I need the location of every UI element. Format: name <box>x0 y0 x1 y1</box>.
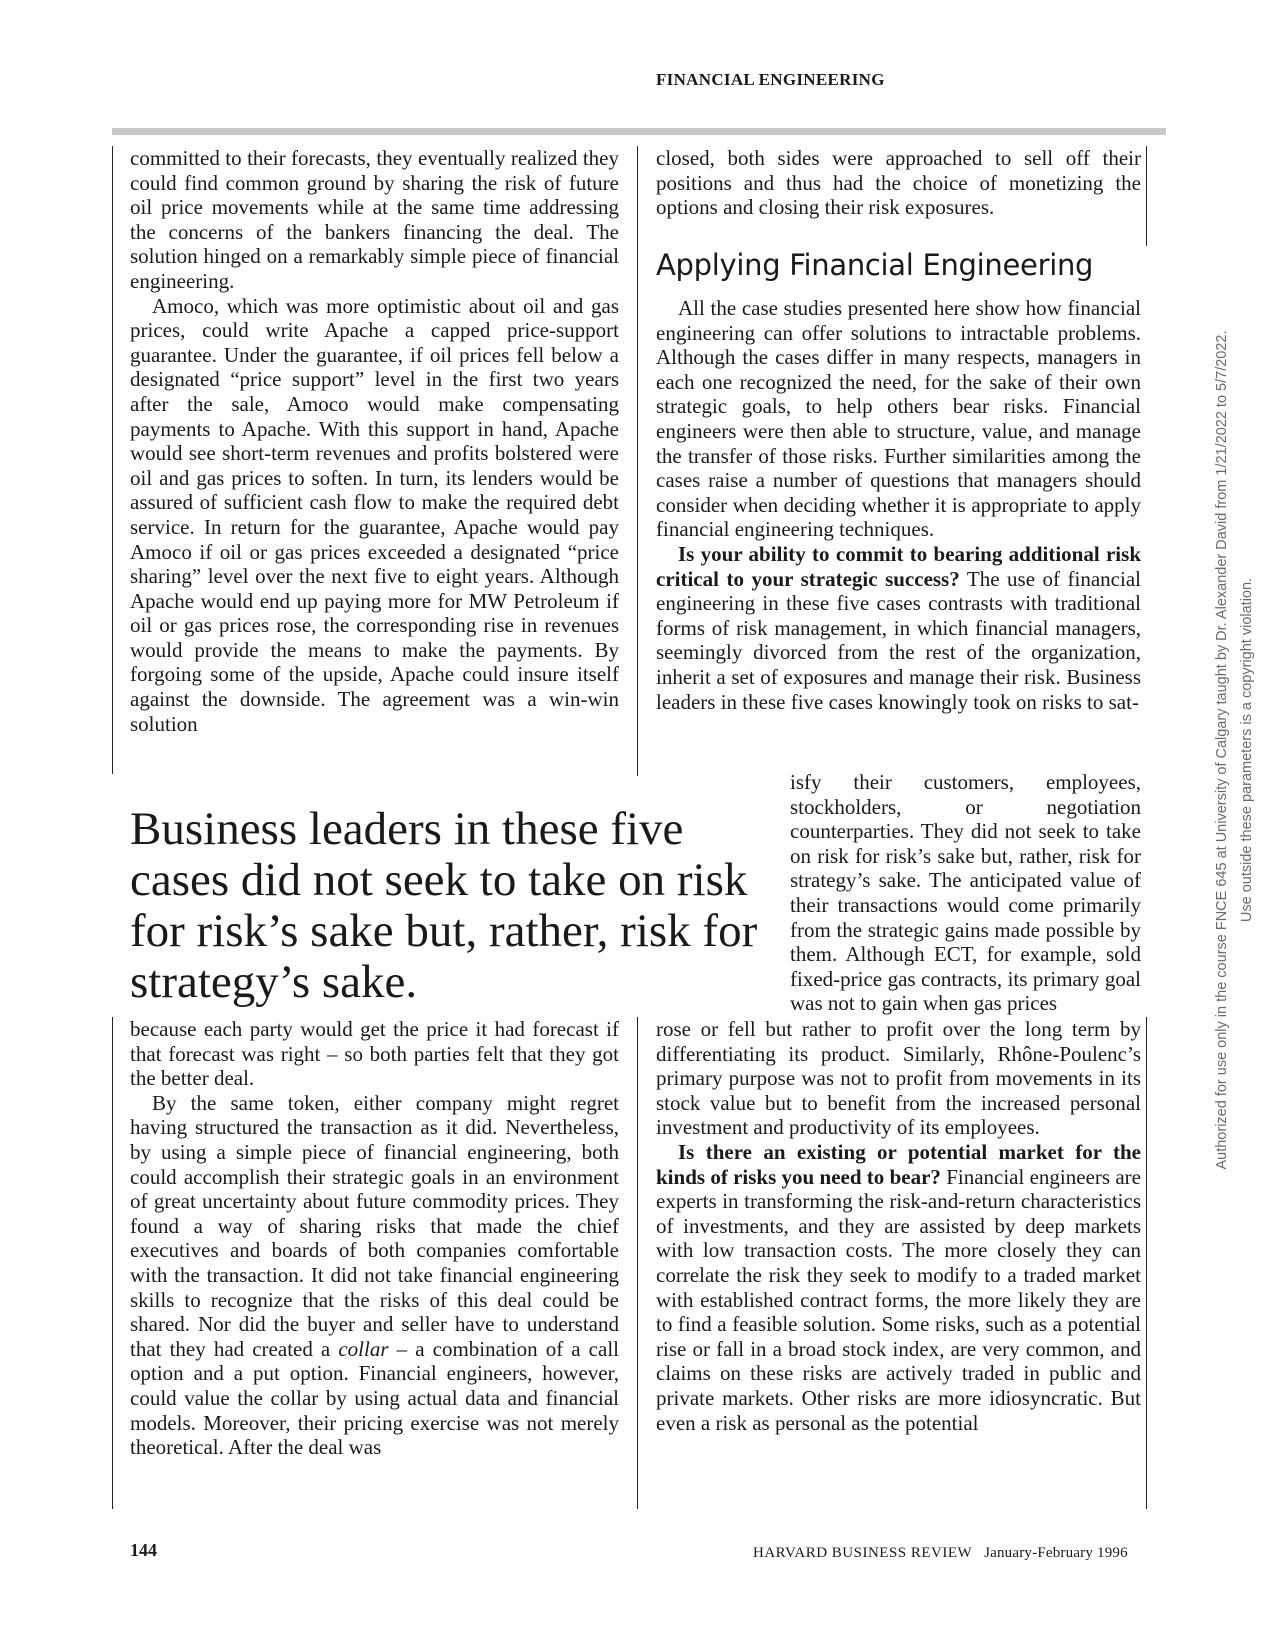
column-divider <box>637 1017 638 1509</box>
left-column-rule <box>112 146 113 774</box>
right-column-middle <box>656 296 1141 714</box>
paragraph: because each party would get the price it had forecast if that forecast was right – so both parties felt that they got the better deal. <box>130 1017 619 1091</box>
footer-citation <box>753 1545 1128 1562</box>
right-column-rule <box>1146 1017 1147 1509</box>
paragraph: closed, both sides were approached to sell off their positions and thus had the choice of monetizing the options and closing their risk exposures. <box>656 146 1141 220</box>
paragraph <box>656 1140 1141 1435</box>
paragraph <box>656 542 1141 714</box>
right-column-rule <box>1146 146 1147 246</box>
question-heading: Is there an existing or potential market for the kinds of risks you need to bear? <box>656 1139 1141 1189</box>
paragraph-text: – a combination of a call option and a put option. Financial engineers, however, could value the collar by using actual data and financial models. Moreover, their pricing exercise was not merely theoretical. After the deal was <box>130 1336 619 1460</box>
left-column-top <box>130 146 619 736</box>
left-column-rule <box>112 1017 113 1509</box>
right-column-wrap <box>790 770 1141 1016</box>
journal-name: HARVARD BUSINESS REVIEW <box>753 1545 973 1561</box>
question-heading: Is your ability to commit to bearing additional risk critical to your strategic success? <box>656 541 1141 591</box>
column-divider <box>637 146 638 776</box>
left-column-bottom <box>130 1017 619 1460</box>
running-head: FINANCIAL ENGINEERING <box>656 70 885 89</box>
paragraph-text: By the same token, either company might regret having structured the transaction as it did. Nevertheless, by using a simple piece of financial engineering, both could accomplish their strategic goals in an environment of great uncertainty about future commodity prices. They found a way of sharing risks that made the chief executives and boards of both companies comfortable with the transaction. It did not take financial engineering skills to recognize that the risks of this deal could be shared. Nor did the buyer and seller have to understand that they had created a <box>130 1090 619 1361</box>
paragraph: isfy their customers, employees, stockholders, or negotiation counterparties. They did not seek to take on risk for risk’s sake but, rather, risk for strategy’s sake. The anticipated value of their transactions would come primarily from the strategic gains made possible by them. Although ECT, for example, sold fixed-price gas contracts, its primary goal was not to gain when gas prices <box>790 770 1141 1016</box>
copyright-line: Use outside these parameters is a copyright violation. <box>1239 577 1255 923</box>
italic-term: collar <box>338 1336 389 1361</box>
paragraph: rose or fell but rather to profit over the long term by differentiating its product. Similarly, Rhône-Poulenc’s primary purpose was not to profit from movements in its stock value but to benefit from the increased personal investment and productivity of its employees. <box>656 1017 1141 1140</box>
page-number: 144 <box>130 1540 157 1560</box>
top-rule <box>112 128 1166 135</box>
paragraph: committed to their forecasts, they eventually realized they could find common ground by sharing the risk of future oil price movements while at the same time addressing the concerns of the bankers financing the deal. The solution hinged on a remarkably simple piece of financial engineering. <box>130 146 619 293</box>
paragraph-text: The use of financial engineering in these five cases contrasts with traditional forms of risk management, in which financial managers, seemingly divorced from the rest of the organization, inherit a set of exposures and manage their risk. Business leaders in these five cases knowingly took on risks to sat- <box>656 566 1141 714</box>
paragraph: Amoco, which was more optimistic about oil and gas prices, could write Apache a capped price-support guarantee. Under the guarantee, if oil prices fell below a designated “price support” level in the first two years after the sale, Amoco would make compensating payments to Apache. With this support in hand, Apache would see short-term revenues and profits bolstered were oil and gas prices to soften. In turn, its lenders would be assured of sufficient cash flow to make the required debt service. In return for the guarantee, Apache would pay Amoco if oil or gas prices exceeded a designated “price sharing” level over the next five to eight years. Although Apache would end up paying more for MW Petroleum if oil or gas prices rose, the corresponding rise in revenues would provide the means to make the payments. By forgoing some of the upside, Apache could insure itself against the downside. The agreement was a win-win solution <box>130 293 619 736</box>
copyright-notice <box>1210 300 1260 1200</box>
paragraph-text: Financial engineers are experts in transforming the risk-and-return characteristics of investments, and they are assisted by deep markets with low transaction costs. The more closely they can correlate the risk they seek to modify to a traded market with established contract forms, the more likely they are to find a feasible solution. Some risks, such as a potential rise or fall in a broad stock index, are very common, and claims on these risks are actively traded in public and private markets. Other risks are more idiosyncratic. But even a risk as personal as the potential <box>656 1164 1141 1435</box>
section-heading: Applying Financial Engineering <box>656 248 1094 282</box>
issue-date: January-February 1996 <box>984 1545 1128 1561</box>
paragraph: All the case studies presented here show how financial engineering can offer solutions to intractable problems. Although the cases differ in many respects, managers in each one recognized the need, for the sake of their own strategic goals, to help others bear risks. Financial engineers were then able to structure, value, and manage the transfer of those risks. Further similarities among the cases raise a number of questions that managers should consider when deciding whether it is appropriate to apply financial engineering techniques. <box>656 296 1141 542</box>
right-column-top <box>656 146 1141 220</box>
right-column-bottom <box>656 1017 1141 1435</box>
pull-quote: Business leaders in these five cases did not seek to take on risk for risk’s sake but, rather, risk for strategy’s sake. <box>130 803 758 1008</box>
paragraph <box>130 1091 619 1460</box>
copyright-line: Authorized for use only in the course FNCE 645 at University of Calgary taught by Dr. Alexander David from 1/21/2022 to 5/7/2022. <box>1214 330 1230 1170</box>
